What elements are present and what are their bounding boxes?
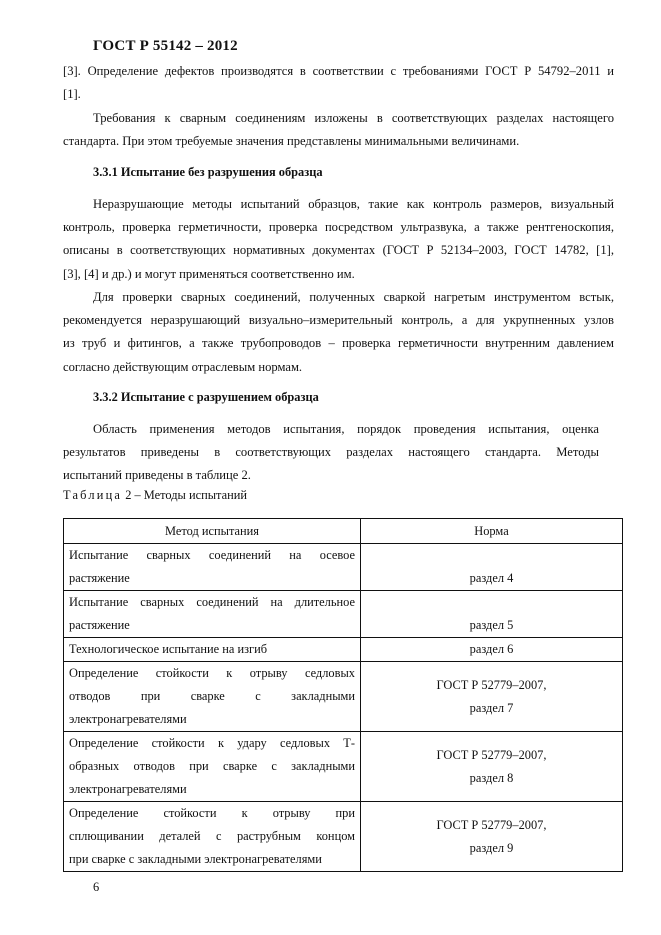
method-cell bbox=[64, 662, 361, 732]
cell-line: раздел 4 bbox=[469, 571, 514, 585]
text-line: Неразрушающие методы испытаний образцов, такие как контроль размеров, визуальный bbox=[93, 197, 614, 211]
cell-line: растяжение bbox=[69, 618, 130, 632]
norm-cell bbox=[361, 732, 623, 802]
cell-line: растяжение bbox=[69, 571, 130, 585]
cell-line: раздел 8 bbox=[469, 770, 514, 785]
paragraph-defects bbox=[63, 60, 614, 106]
text-line: [3], [4] и др.) и могут применяться соответственно им. bbox=[63, 266, 355, 281]
section-heading-3-3-1: 3.3.1 Испытание без разрушения образца bbox=[93, 165, 323, 179]
table-row bbox=[64, 638, 623, 662]
cell-line: Технологическое испытание на изгиб bbox=[69, 642, 268, 656]
paragraph-destructive-methods bbox=[63, 418, 599, 488]
cell-line: электронагревателями bbox=[69, 782, 187, 796]
norm-cell bbox=[361, 638, 623, 662]
cell-line: Определение стойкости к отрыву седловых bbox=[69, 666, 355, 680]
cell-line: Испытание сварных соединений на длительное bbox=[69, 595, 355, 609]
cell-line: раздел 9 bbox=[469, 840, 514, 855]
test-methods-table bbox=[63, 518, 623, 872]
norm-cell bbox=[361, 591, 623, 638]
text-line: контроль, проверка герметичности, проверка посредством ультразвука, а также рентгеноскопия, bbox=[63, 220, 614, 235]
table-caption bbox=[63, 488, 247, 503]
method-cell bbox=[64, 544, 361, 591]
norm-cell bbox=[361, 802, 623, 872]
table-row bbox=[64, 591, 623, 638]
document-code-header: ГОСТ Р 55142 – 2012 bbox=[93, 38, 238, 54]
text-line: из труб и фитингов, а также трубопроводов – проверка герметичности внутренним давлением bbox=[63, 336, 614, 351]
column-header-norm: Норма bbox=[361, 519, 623, 544]
cell-line: раздел 5 bbox=[469, 618, 514, 632]
cell-line: Определение стойкости к отрыву при bbox=[69, 806, 355, 820]
norm-cell bbox=[361, 544, 623, 591]
column-header-method: Метод испытания bbox=[64, 519, 361, 544]
table-header-row bbox=[64, 519, 623, 544]
table-caption-prefix: Таблица bbox=[63, 488, 123, 502]
cell-line: раздел 7 bbox=[469, 700, 514, 715]
page-number: 6 bbox=[93, 880, 100, 894]
cell-line: Определение стойкости к удару седловых Т- bbox=[69, 736, 355, 750]
section-heading-3-3-2: 3.3.2 Испытание с разрушением образца bbox=[93, 390, 319, 404]
cell-line: ГОСТ Р 52779–2007, bbox=[436, 817, 547, 832]
cell-line: ГОСТ Р 52779–2007, bbox=[436, 747, 547, 762]
cell-line: сплющивании деталей с раструбным концом bbox=[69, 829, 355, 843]
text-line: согласно действующим отраслевым нормам. bbox=[63, 359, 303, 374]
text-line: [1]. bbox=[63, 87, 81, 102]
text-line: описаны в соответствующих нормативных документах (ГОСТ Р 52134–2003, ГОСТ 14782, [1], bbox=[63, 243, 614, 258]
table-row bbox=[64, 662, 623, 732]
norm-cell bbox=[361, 662, 623, 732]
cell-line: ГОСТ Р 52779–2007, bbox=[436, 677, 547, 692]
method-cell bbox=[64, 732, 361, 802]
cell-line: при сварке с закладными электронагревателями bbox=[69, 852, 322, 866]
paragraph-nondestructive-methods bbox=[63, 193, 614, 286]
cell-line: отводов при сварке с закладными bbox=[69, 689, 355, 703]
table-caption-title: 2 – Методы испытаний bbox=[122, 488, 248, 502]
method-cell bbox=[64, 638, 361, 662]
cell-line: образных отводов при сварке с закладными bbox=[69, 759, 355, 773]
table-row bbox=[64, 732, 623, 802]
paragraph-requirements bbox=[63, 107, 614, 153]
text-line: рекомендуется неразрушающий визуально–измерительный контроль, а для укрупненных узлов bbox=[63, 313, 614, 328]
text-line: Для проверки сварных соединений, полученных сваркой нагретым инструментом встык, bbox=[93, 290, 614, 304]
text-line: результатов приведены в соответствующих разделах настоящего стандарта. Методы bbox=[63, 445, 599, 460]
text-line: стандарта. При этом требуемые значения представлены минимальными величинами. bbox=[63, 134, 520, 149]
table-row bbox=[64, 802, 623, 872]
text-line: Область применения методов испытания, порядок проведения испытания, оценка bbox=[93, 422, 599, 436]
text-line: [3]. Определение дефектов производятся в соответствии с требованиями ГОСТ Р 54792–2011 и bbox=[63, 64, 614, 78]
method-cell bbox=[64, 591, 361, 638]
cell-line: электронагревателями bbox=[69, 712, 187, 726]
text-line: Требования к сварным соединениям изложены в соответствующих разделах настоящего bbox=[93, 111, 614, 125]
text-line: испытаний приведены в таблице 2. bbox=[63, 468, 251, 483]
cell-line: Испытание сварных соединений на осевое bbox=[69, 548, 355, 562]
table-row bbox=[64, 544, 623, 591]
paragraph-weld-inspection bbox=[63, 286, 614, 379]
method-cell bbox=[64, 802, 361, 872]
cell-line: раздел 6 bbox=[469, 642, 514, 656]
